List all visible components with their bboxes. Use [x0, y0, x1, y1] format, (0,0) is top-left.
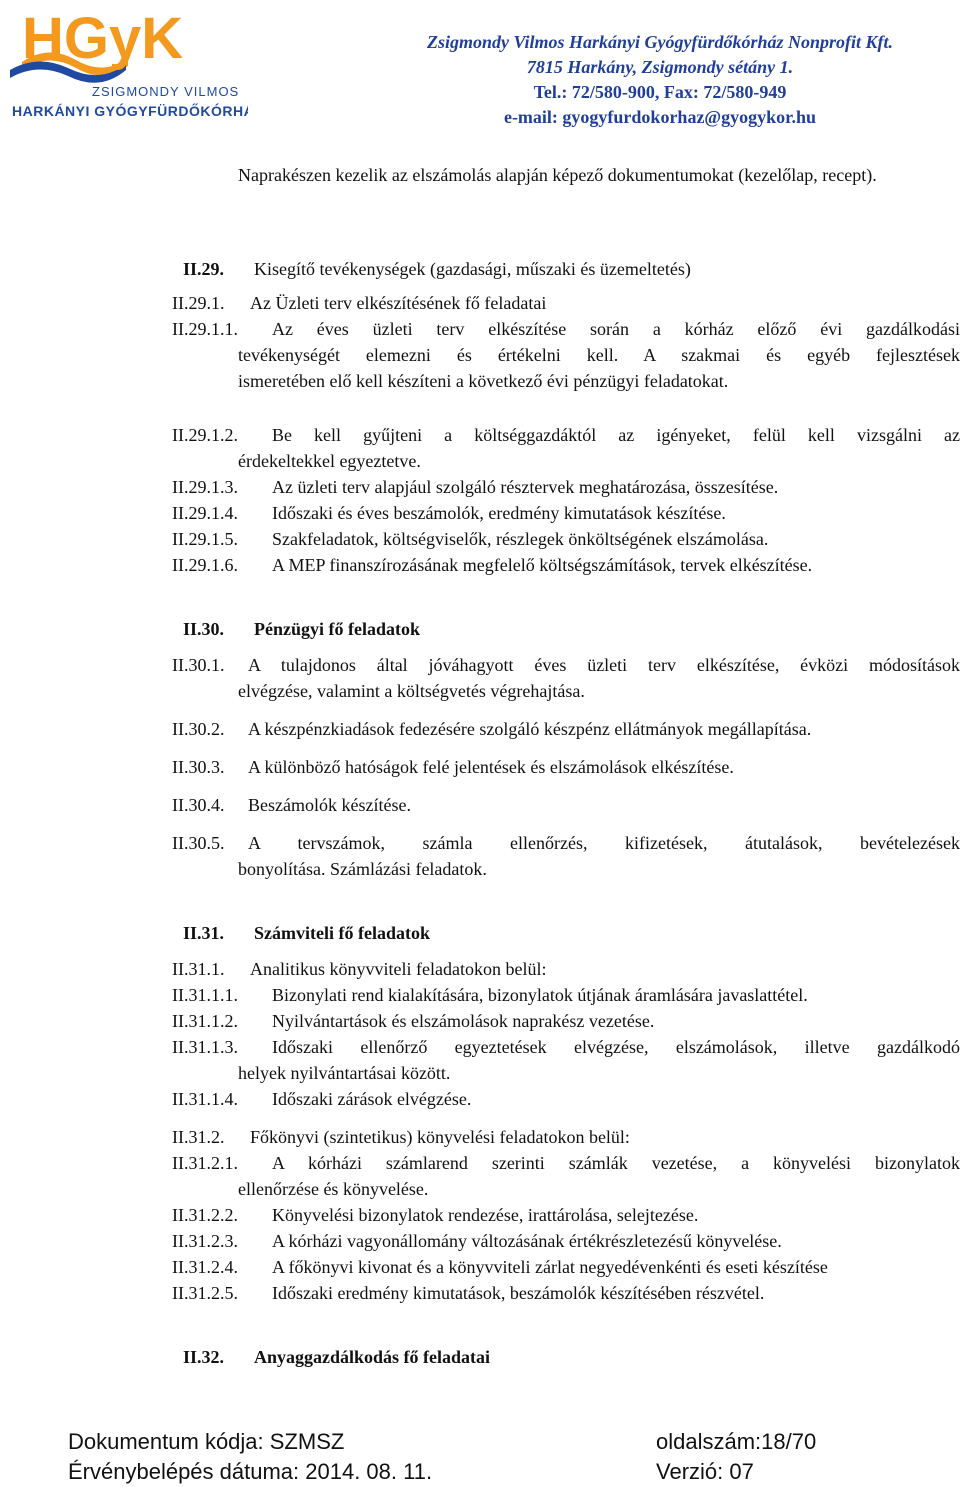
item-30-4-number: II.30.4. [172, 795, 225, 815]
item-31-1-1-text: Bizonylati rend kialakítására, bizonylatok útjának áramlására javaslattétel. [272, 985, 808, 1005]
item-30-4-text: Beszámolók készítése. [248, 795, 411, 815]
item-31-2-4-number: II.31.2.4. [172, 1257, 238, 1277]
item-31-1-3-number: II.31.1.3. [172, 1037, 238, 1057]
logo-subtitle-2: HARKÁNYI GYÓGYFÜRDŐKÓRHÁZ [12, 103, 248, 119]
hospital-logo [8, 4, 248, 122]
item-31-1-4-number: II.31.1.4. [172, 1089, 238, 1109]
item-31-2-1-line1: A kórházi számlarend szerinti számlák vezetése, a könyvelési bizonylatok [272, 1153, 960, 1173]
item-30-3-number: II.30.3. [172, 757, 225, 777]
section-31-2-number: II.31.2. [172, 1127, 225, 1147]
item-29-1-5-number: II.29.1.5. [172, 529, 238, 549]
item-30-1-number: II.30.1. [172, 655, 225, 675]
item-29-1-6-number: II.29.1.6. [172, 555, 238, 575]
item-31-2-3-number: II.31.2.3. [172, 1231, 238, 1251]
section-30-number: II.30. [183, 619, 225, 639]
item-31-2-5-text: Időszaki eredmény kimutatások, beszámolók készítésében részvétel. [272, 1283, 765, 1303]
footer-version: Verzió: 07 [656, 1459, 754, 1484]
section-29-1-title: Az Üzleti terv elkészítésének fő feladatai [250, 293, 547, 313]
item-31-1-3-line2: helyek nyilvántartásai között. [238, 1063, 451, 1083]
item-31-1-2-number: II.31.1.2. [172, 1011, 238, 1031]
item-29-1-4-text: Időszaki és éves beszámolók, eredmény kimutatások készítése. [272, 503, 726, 523]
section-31-2-title: Főkönyvi (szintetikus) könyvelési feladatokon belül: [250, 1127, 630, 1147]
item-29-1-5-text: Szakfeladatok, költségviselők, részlegek önköltségének elszámolása. [272, 529, 769, 549]
item-31-2-4-text: A főkönyvi kivonat és a könyvviteli zárlat negyedévenkénti és eseti készítése [272, 1257, 828, 1277]
item-30-2-text: A készpénzkiadások fedezésére szolgáló készpénz ellátmányok megállapítása. [248, 719, 812, 739]
footer-row-2 [68, 1458, 888, 1486]
item-29-1-6-text: A MEP finanszírozásának megfelelő költségszámítások, tervek elkészítése. [272, 555, 813, 575]
section-31-1-title: Analitikus könyvviteli feladatokon belül: [250, 959, 547, 979]
section-32-number: II.32. [183, 1347, 225, 1367]
item-29-1-1-line2: tevékenységét elemezni és értékelni kell. A szakmai és egyéb fejlesztések [238, 345, 960, 365]
footer-page-number: oldalszám:18/70 [656, 1429, 817, 1454]
section-31-number: II.31. [183, 923, 225, 943]
org-email: e-mail: gyogyfurdokorhaz@gyogykor.hu [503, 107, 817, 127]
item-31-2-2-text: Könyvelési bizonylatok rendezése, irattárolása, selejtezése. [272, 1205, 699, 1225]
item-31-2-2-number: II.31.2.2. [172, 1205, 238, 1225]
section-31-1-number: II.31.1. [172, 959, 225, 979]
section-31-title: Számviteli fő feladatok [254, 923, 430, 943]
footer-doc-code: Dokumentum kódja: SZMSZ [68, 1429, 345, 1454]
section-29-number: II.29. [183, 259, 225, 279]
item-31-2-1-line2: ellenőrzése és könyvelése. [238, 1179, 429, 1199]
intro-paragraph: Naprakészen kezelik az elszámolás alapján képező dokumentumokat (kezelőlap, recept). [238, 165, 877, 185]
item-29-1-3-number: II.29.1.3. [172, 477, 238, 497]
footer-effective-date: Érvénybelépés dátuma: 2014. 08. 11. [68, 1459, 433, 1484]
item-29-1-2-line1: Be kell gyűjteni a költséggazdáktól az igényeket, felül kell vizsgálni az [272, 425, 960, 445]
item-30-5-line2: bonyolítása. Számlázási feladatok. [238, 859, 487, 879]
section-30-title: Pénzügyi fő feladatok [254, 619, 420, 639]
org-phone: Tel.: 72/580-900, Fax: 72/580-949 [533, 82, 787, 102]
footer-row-1 [68, 1428, 888, 1456]
item-30-1-line1: A tulajdonos által jóváhagyott éves üzleti terv elkészítése, évközi módosítások [248, 655, 960, 675]
item-29-1-3-text: Az üzleti terv alapjául szolgáló résztervek meghatározása, összesítése. [272, 477, 779, 497]
item-31-2-1-number: II.31.2.1. [172, 1153, 238, 1173]
item-31-1-2-text: Nyilvántartások és elszámolások naprakész vezetése. [272, 1011, 655, 1031]
org-name: Zsigmondy Vilmos Harkányi Gyógyfürdőkórház Nonprofit Kft. [426, 32, 894, 52]
item-31-2-5-number: II.31.2.5. [172, 1283, 238, 1303]
item-31-1-4-text: Időszaki zárások elvégzése. [272, 1089, 472, 1109]
item-29-1-1-line1: Az éves üzleti terv elkészítése során a kórház előző évi gazdálkodási [272, 319, 960, 339]
logo-subtitle-1: ZSIGMONDY VILMOS [92, 84, 240, 99]
section-32-title: Anyaggazdálkodás fő feladatai [254, 1347, 491, 1367]
item-31-1-3-line1: Időszaki ellenőrző egyeztetések elvégzése, elszámolások, illetve gazdálkodó [272, 1037, 960, 1057]
item-30-5-number: II.30.5. [172, 833, 225, 853]
item-29-1-2-number: II.29.1.2. [172, 425, 238, 445]
section-29-1-number: II.29.1. [172, 293, 225, 313]
item-30-3-text: A különböző hatóságok felé jelentések és elszámolások elkészítése. [248, 757, 734, 777]
logo-graphic [8, 4, 248, 122]
item-29-1-1-line3: ismeretében elő kell készíteni a következő évi pénzügyi feladatokat. [238, 371, 729, 391]
item-30-5-line1: A tervszámok, számla ellenőrzés, kifizetések, átutalások, bevételezések [248, 833, 960, 853]
item-30-1-line2: elvégzése, valamint a költségvetés végrehajtása. [238, 681, 585, 701]
item-29-1-4-number: II.29.1.4. [172, 503, 238, 523]
item-30-2-number: II.30.2. [172, 719, 225, 739]
item-29-1-2-line2: érdekeltekkel egyeztetve. [238, 451, 421, 471]
organization-info [360, 30, 960, 130]
item-31-1-1-number: II.31.1.1. [172, 985, 238, 1005]
item-29-1-1-number: II.29.1.1. [172, 319, 238, 339]
item-31-2-3-text: A kórházi vagyonállomány változásának értékrészletezésű könyvelése. [272, 1231, 782, 1251]
logo-wordmark: HGyK [22, 6, 184, 71]
section-29-title: Kisegítő tevékenységek (gazdasági, műszaki és üzemeltetés) [254, 259, 691, 279]
org-address: 7815 Harkány, Zsigmondy sétány 1. [526, 57, 794, 77]
